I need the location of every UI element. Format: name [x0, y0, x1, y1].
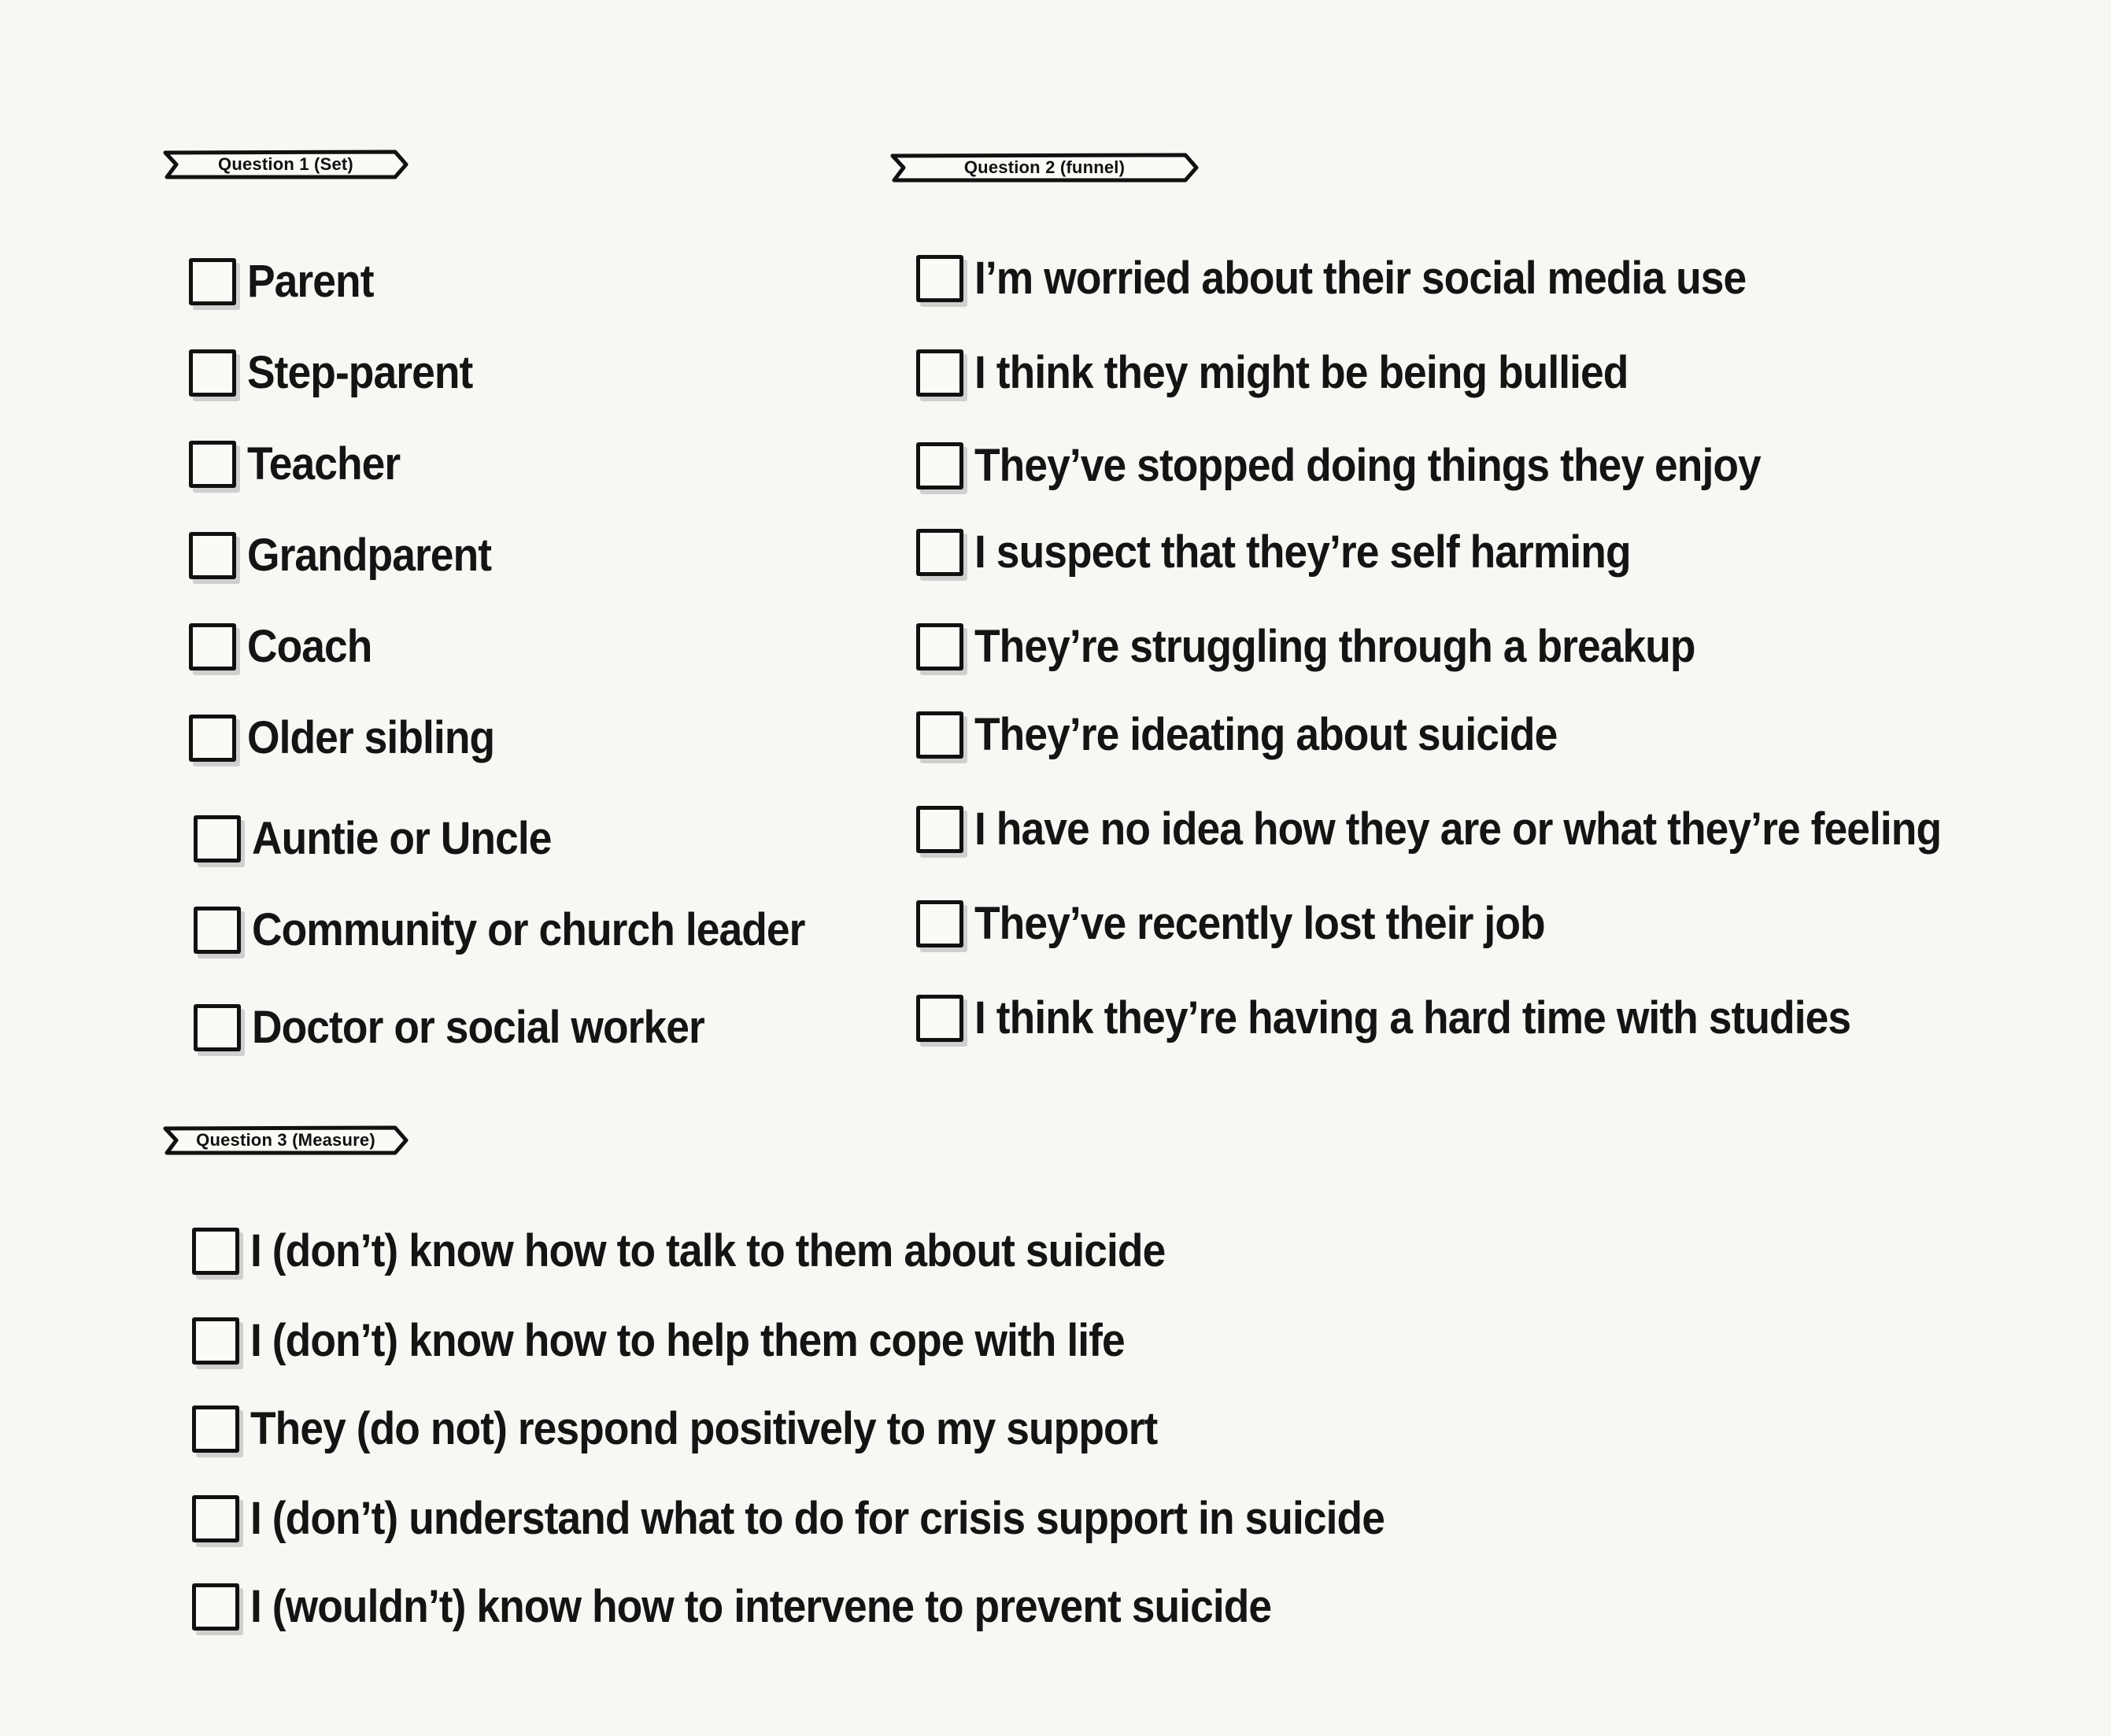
checkbox[interactable] [916, 711, 963, 759]
option-label: I have no idea how they are or what they’re feeling [974, 803, 1942, 855]
option-label: Auntie or Uncle [252, 813, 552, 864]
option-ideating[interactable] [916, 711, 1608, 759]
option-label: I’m worried about their social media use [974, 253, 1747, 304]
checkbox[interactable] [192, 1583, 239, 1631]
checkbox[interactable] [194, 815, 241, 862]
option-lost-job[interactable] [916, 900, 1595, 947]
option-label: Teacher [247, 438, 401, 489]
checkbox[interactable] [192, 1405, 239, 1453]
option-intervene[interactable] [192, 1583, 1360, 1631]
checkbox[interactable] [916, 442, 963, 489]
option-stopped-enjoying[interactable] [916, 442, 1829, 489]
checkbox[interactable] [189, 532, 236, 579]
option-label: They’re ideating about suicide [974, 709, 1558, 760]
option-label: They’re struggling through a breakup [974, 621, 1695, 672]
option-teacher[interactable] [189, 438, 413, 489]
option-no-idea[interactable] [916, 803, 2025, 855]
checkbox[interactable] [194, 1004, 241, 1051]
option-label: I (wouldn’t) know how to intervene to prevent suicide [250, 1581, 1272, 1632]
option-label: Community or church leader [252, 904, 805, 955]
option-older-sibling[interactable] [189, 712, 516, 763]
checkbox[interactable] [916, 995, 963, 1042]
option-studies[interactable] [916, 992, 1927, 1043]
checkbox[interactable] [189, 258, 236, 305]
option-label: Step-parent [247, 347, 473, 398]
question-1-tag [162, 150, 353, 179]
option-coach[interactable] [189, 623, 383, 670]
option-label: Grandparent [247, 530, 492, 581]
option-label: Parent [247, 256, 374, 307]
option-parent[interactable] [189, 258, 385, 305]
option-label: They’ve stopped doing things they enjoy [974, 440, 1761, 491]
option-community-or-church-leader[interactable] [194, 904, 853, 955]
question-2-tag [889, 153, 1126, 183]
option-label: I (don’t) understand what to do for crisis support in suicide [250, 1493, 1385, 1544]
checkbox[interactable] [192, 1495, 239, 1542]
option-doctor-or-social-worker[interactable] [194, 1004, 744, 1051]
checkbox[interactable] [189, 715, 236, 762]
option-label: Older sibling [247, 712, 495, 763]
option-label: They (do not) respond positively to my support [250, 1403, 1158, 1454]
checkbox[interactable] [192, 1228, 239, 1275]
question-3-tag-label: Question 3 (Measure) [196, 1130, 375, 1150]
option-auntie-or-uncle[interactable] [194, 815, 578, 862]
option-breakup[interactable] [916, 623, 1758, 670]
option-label: I think they’re having a hard time with studies [974, 992, 1851, 1043]
option-label: I suspect that they’re self harming [974, 526, 1631, 578]
checkbox[interactable] [916, 255, 963, 302]
option-social-media[interactable] [916, 255, 1813, 302]
question-3-tag [162, 1125, 375, 1155]
checkbox[interactable] [916, 349, 963, 397]
option-talk-about-suicide[interactable] [192, 1225, 1244, 1276]
option-self-harming[interactable] [916, 526, 1688, 578]
option-grandparent[interactable] [189, 532, 512, 579]
option-label: I think they might be being bullied [974, 347, 1629, 398]
option-step-parent[interactable] [189, 349, 492, 397]
option-crisis-support[interactable] [192, 1495, 1483, 1542]
checkbox[interactable] [916, 529, 963, 576]
option-label: I (don’t) know how to talk to them about suicide [250, 1225, 1166, 1276]
option-bullied[interactable] [916, 349, 1685, 397]
checkbox[interactable] [189, 623, 236, 670]
question-1-tag-label: Question 1 (Set) [218, 154, 353, 174]
option-help-cope[interactable] [192, 1317, 1200, 1365]
checkbox[interactable] [192, 1317, 239, 1365]
checkbox[interactable] [916, 900, 963, 947]
checkbox[interactable] [916, 623, 963, 670]
option-label: Coach [247, 621, 372, 672]
option-label: I (don’t) know how to help them cope with life [250, 1315, 1125, 1366]
option-label: Doctor or social worker [252, 1002, 704, 1053]
checkbox[interactable] [194, 907, 241, 954]
question-2-tag-label: Question 2 (funnel) [963, 157, 1126, 177]
checkbox[interactable] [189, 349, 236, 397]
option-respond-positively[interactable] [192, 1405, 1237, 1453]
option-label: They’ve recently lost their job [974, 898, 1545, 949]
checkbox[interactable] [916, 806, 963, 853]
checkbox[interactable] [189, 441, 236, 488]
